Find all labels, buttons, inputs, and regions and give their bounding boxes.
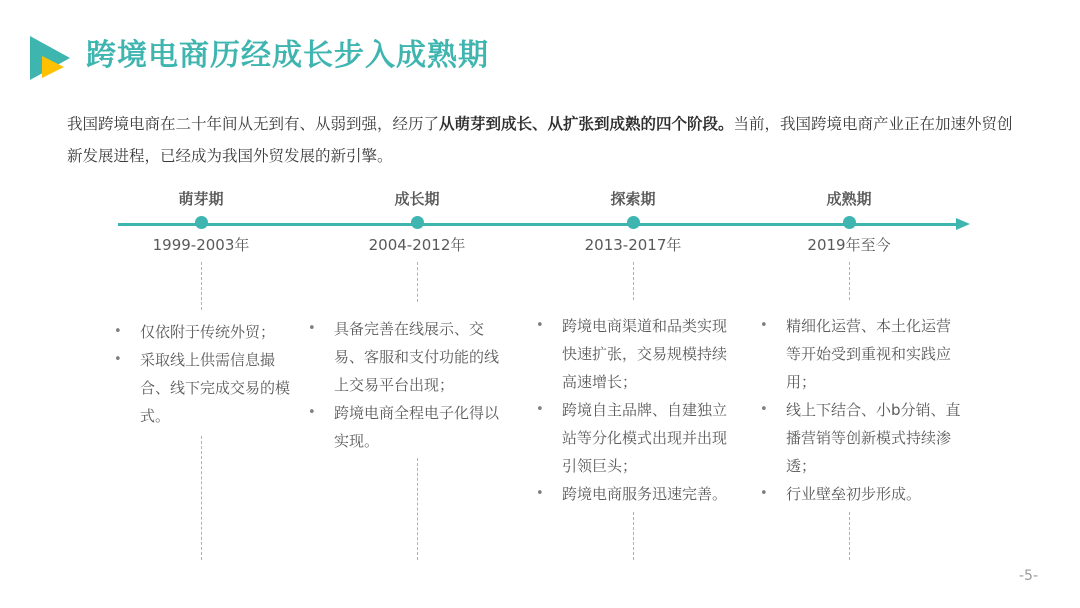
- stage-years: 2013-2017年: [584, 236, 682, 254]
- page-title: 跨境电商历经成长步入成熟期: [86, 38, 489, 73]
- connector-line: [633, 512, 634, 560]
- list-item: • 采取线上供需信息撮合、线下完成交易的模式。: [114, 346, 296, 430]
- stage-name: 成熟期: [826, 190, 872, 208]
- stage-years: 2004-2012年: [368, 236, 466, 254]
- bullet-icon: •: [536, 402, 544, 417]
- bullet-icon: •: [760, 486, 768, 501]
- stage-sprout: [101, 188, 301, 256]
- list-item: • 线上下结合、小b分销、直播营销等创新模式持续渗透；: [760, 396, 962, 480]
- bullet-icon: •: [536, 318, 544, 333]
- stage-growth: [317, 188, 517, 256]
- bullet-icon: •: [114, 324, 122, 339]
- stage-name: 探索期: [610, 190, 656, 208]
- connector-line: [417, 458, 418, 560]
- play-logo-icon: [28, 34, 72, 82]
- timeline-arrow-icon: [956, 218, 970, 230]
- connector-line: [849, 512, 850, 560]
- list-item: • 跨境自主品牌、自建独立站等分化模式出现并出现引领巨头；: [536, 396, 738, 480]
- intro-text-bold: 从萌芽到成长、从扩张到成熟的四个阶段。: [439, 115, 734, 133]
- page-number: -5-: [1018, 568, 1038, 584]
- stage-years: 1999-2003年: [152, 236, 250, 254]
- stage-exploration: [533, 188, 733, 256]
- list-item: • 跨境电商全程电子化得以实现。: [308, 399, 510, 455]
- list-item: • 仅依附于传统外贸；: [114, 318, 296, 346]
- stage-name: 成长期: [394, 190, 440, 208]
- intro-paragraph: [67, 108, 1027, 172]
- list-item: • 跨境电商服务迅速完善。: [536, 480, 738, 508]
- stage-description-list: [536, 312, 738, 508]
- stage-name: 萌芽期: [178, 190, 224, 208]
- list-item: • 跨境电商渠道和品类实现快速扩张，交易规模持续高速增长；: [536, 312, 738, 396]
- list-item: • 行业壁垒初步形成。: [760, 480, 962, 508]
- stage-description-list: [760, 312, 962, 508]
- timeline-dot-icon: [411, 216, 424, 229]
- bullet-icon: •: [114, 352, 122, 367]
- timeline-dot-icon: [843, 216, 856, 229]
- bullet-icon: •: [308, 321, 316, 336]
- intro-text-part2: 当前，我国跨境电商产业正在加速外贸创新发展进程，已经成为我国外贸发展的新引擎。: [67, 115, 1013, 165]
- connector-line: [849, 262, 850, 300]
- stage-description-list: [308, 315, 510, 455]
- stage-description-list: [114, 318, 296, 430]
- connector-line: [201, 436, 202, 560]
- stage-years: 2019年至今: [807, 236, 891, 254]
- list-item: • 具备完善在线展示、交易、客服和支付功能的线上交易平台出现；: [308, 315, 510, 399]
- bullet-icon: •: [760, 402, 768, 417]
- timeline-dot-icon: [195, 216, 208, 229]
- connector-line: [201, 262, 202, 310]
- bullet-icon: •: [536, 486, 544, 501]
- connector-line: [417, 262, 418, 302]
- bullet-icon: •: [760, 318, 768, 333]
- list-item: • 精细化运营、本土化运营等开始受到重视和实践应用；: [760, 312, 962, 396]
- intro-text-part1: 我国跨境电商在二十年间从无到有、从弱到强，经历了: [67, 115, 440, 133]
- timeline-dot-icon: [627, 216, 640, 229]
- stage-mature: [749, 188, 949, 256]
- connector-line: [633, 262, 634, 300]
- bullet-icon: •: [308, 405, 316, 420]
